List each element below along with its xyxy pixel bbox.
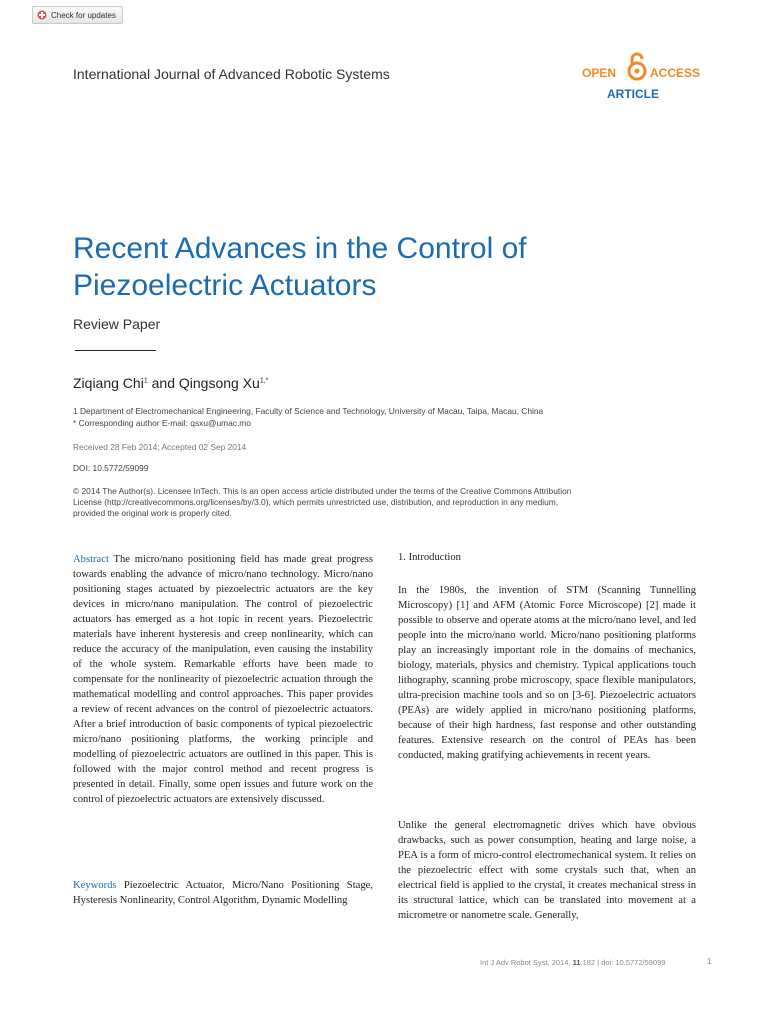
- article-type: Review Paper: [73, 316, 161, 332]
- citation-prefix: Int J Adv Robot Syst, 2014,: [480, 958, 573, 967]
- journal-name: International Journal of Advanced Robotic Systems: [73, 66, 390, 82]
- title-divider: [75, 350, 156, 351]
- corresponding-author: * Corresponding author E-mail: qsxu@umac.mo: [73, 418, 251, 428]
- keywords-label: Keywords: [73, 880, 117, 891]
- citation-suffix: :182 | doi: 10.5772/59099: [580, 958, 666, 967]
- license-statement: © 2014 The Author(s). Licensee InTech. This is an open access article distributed under the terms of the Creative Commons Attribution License (http://creativecommons.org/licenses/by/3.0), which permits unrestricted use, distribution, and reproduction in any medium, provided the original work is properly cited.: [73, 486, 572, 518]
- crossmark-icon: [37, 10, 47, 20]
- section-heading: 1. Introduction: [398, 552, 461, 563]
- open-access-logo: [582, 51, 702, 103]
- author-name: Ziqiang Chi: [73, 375, 144, 391]
- check-for-updates-button[interactable]: [32, 6, 123, 24]
- article-label: ARTICLE: [607, 87, 659, 101]
- author-name: Qingsong Xu: [178, 375, 260, 391]
- author-affiliation-mark: 1,*: [259, 377, 269, 385]
- open-lock-icon: [626, 51, 648, 81]
- abstract: [73, 552, 373, 807]
- page-number: 1: [707, 957, 712, 966]
- citation-volume: 11: [572, 958, 581, 967]
- author-affiliation-mark: 1: [143, 377, 148, 385]
- page-footer: [480, 958, 665, 967]
- author-separator: and: [147, 375, 179, 391]
- keywords-text: Piezoelectric Actuator, Micro/Nano Positioning Stage, Hysteresis Nonlinearity, Control Algorithm, Dynamic Modelling: [73, 880, 373, 906]
- author-list: [73, 375, 268, 391]
- intro-paragraph: In the 1980s, the invention of STM (Scanning Tunnelling Microscopy) [1] and AFM (Atomic Force Microscope) [2] made it possible to observe and operate atoms at the micro/nano level, and led people into the micro/nano world. Micro/nano positioning platforms play an increasingly important role in the domains of mechanics, biology, materials, physics and chemistry. Typical applications touch lithography, scanning probe microscopy, space flexible manipulators, ultra-precision machine tools and so on [3-6]. Piezoelectric actuators (PEAs) are widely applied in micro/nano positioning platforms, because of their high hardness, fast response and other outstanding features. Extensive research on the control of PEAs has been conducted, making gratifying achievements in recent years.: [398, 585, 696, 761]
- access-label: ACCESS: [650, 66, 701, 80]
- abstract-text: The micro/nano positioning field has made great progress towards enabling the advance of micro/nano technology. Micro/nano positioning stages actuated by piezoelectric actuators are the key devices in micro/nano manipulation. The control of piezoelectric actuators has emerged as a hot topic in recent years. Piezoelectric materials have inherent hysteresis and creep nonlinearity, which can reduce the accuracy of the manipulation, even causing the instability of the whole system. Remarkable efforts have been made to compensate for the nonlinearity of piezoelectric actuation through the mathematical modelling and control approaches. This paper provides a review of recent advances on the control of piezoelectric actuators. After a brief introduction of basic components of typical piezoelectric micro/nano positioning platforms, the working principle and modelling of piezoelectric actuators are outlined in this paper. This is followed with the major control method and recent progress is presented in detail. Finally, some open issues and future work on the control of piezoelectric actuators are extensively discussed.: [73, 554, 373, 805]
- abstract-label: Abstract: [73, 554, 109, 565]
- affiliation: 1 Department of Electromechanical Engineering, Faculty of Science and Technology, University of Macau, Taipa, Macau, China: [73, 406, 544, 416]
- article-title: Recent Advances in the Control of Piezoelectric Actuators: [73, 232, 527, 302]
- received-dates: Received 28 Feb 2014; Accepted 02 Sep 2014: [73, 442, 247, 452]
- check-for-updates-label: Check for updates: [51, 10, 116, 20]
- keywords: [73, 878, 373, 908]
- open-label: OPEN: [582, 66, 617, 80]
- intro-paragraph: Unlike the general electromagnetic drives which have obvious drawbacks, such as power consumption, heating and large noise, a PEA is a form of micro-control electromechanical system. It relies on the piezoelectric effect with some crystals such that, when an electrical field is applied to the crystal, it creates mechanical stress in its structural lattice, which can be translated into movement at a micrometre or nanometre scale. Generally,: [398, 820, 696, 921]
- doi: DOI: 10.5772/59099: [73, 463, 149, 473]
